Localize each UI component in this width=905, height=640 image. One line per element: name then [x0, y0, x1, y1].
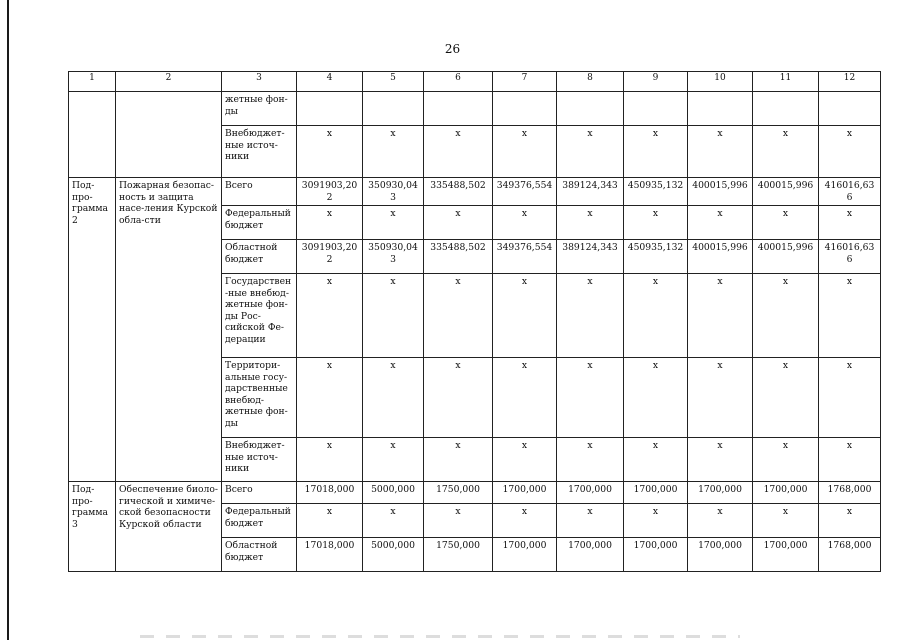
amount-cell: 1700,000 [688, 482, 753, 504]
column-number: 3 [222, 72, 297, 92]
amount-cell [493, 92, 557, 126]
amount-cell: 1700,000 [624, 482, 688, 504]
amount-cell: 389124,343 [557, 240, 624, 274]
amount-cell: 335488,502 [424, 240, 493, 274]
amount-cell: x [297, 358, 363, 438]
funding-source-label: Всего [222, 482, 297, 504]
scan-left-border [7, 0, 9, 640]
amount-cell: 1700,000 [557, 538, 624, 572]
amount-cell [753, 92, 819, 126]
amount-cell: x [493, 504, 557, 538]
subprogram-2-group [69, 178, 881, 482]
amount-cell: 3091903,202 [297, 240, 363, 274]
amount-cell: x [363, 126, 424, 178]
amount-cell: 1768,000 [819, 538, 881, 572]
column-number: 8 [557, 72, 624, 92]
amount-cell: x [688, 126, 753, 178]
funding-source-label: Территори-альные госу-дарственные внебюд-жетные фон-ды [222, 358, 297, 438]
subprogram-number-cell: Под-про-грамма 3 [69, 482, 116, 572]
subprogram-name-cell: Обеспечение биоло-гической и химиче-ской безопасности Курской области [116, 482, 222, 572]
amount-cell: x [688, 358, 753, 438]
amount-cell: 349376,554 [493, 178, 557, 206]
amount-cell: x [819, 358, 881, 438]
amount-cell: x [557, 438, 624, 482]
amount-cell: x [363, 274, 424, 358]
amount-cell: x [297, 274, 363, 358]
amount-cell: x [819, 206, 881, 240]
column-number: 9 [624, 72, 688, 92]
amount-cell: 1700,000 [753, 482, 819, 504]
amount-cell: x [557, 126, 624, 178]
subprogram-number-cell: Под-про-грамма 2 [69, 178, 116, 482]
amount-cell: x [493, 358, 557, 438]
amount-cell: x [819, 504, 881, 538]
amount-cell: x [688, 504, 753, 538]
table-row [69, 178, 881, 206]
table-row [69, 482, 881, 504]
amount-cell: 400015,996 [688, 240, 753, 274]
subprogram-number-cell [69, 92, 116, 178]
amount-cell: 5000,000 [363, 482, 424, 504]
funding-source-label: Федеральный бюджет [222, 504, 297, 538]
amount-cell: 450935,132 [624, 240, 688, 274]
amount-cell: x [363, 358, 424, 438]
amount-cell: x [753, 126, 819, 178]
amount-cell: x [363, 504, 424, 538]
funding-source-label: Всего [222, 178, 297, 206]
column-number: 4 [297, 72, 363, 92]
amount-cell: 416016,636 [819, 240, 881, 274]
amount-cell [819, 92, 881, 126]
amount-cell: x [424, 274, 493, 358]
funding-source-label: Федеральный бюджет [222, 206, 297, 240]
amount-cell: 400015,996 [688, 178, 753, 206]
amount-cell: x [424, 358, 493, 438]
amount-cell: 416016,636 [819, 178, 881, 206]
column-number: 12 [819, 72, 881, 92]
amount-cell: x [688, 438, 753, 482]
scan-footer-artifact [140, 635, 740, 638]
amount-cell: x [819, 438, 881, 482]
amount-cell: x [557, 206, 624, 240]
amount-cell: 5000,000 [363, 538, 424, 572]
column-number: 1 [69, 72, 116, 92]
amount-cell: 1700,000 [688, 538, 753, 572]
amount-cell [688, 92, 753, 126]
amount-cell: x [363, 438, 424, 482]
amount-cell [424, 92, 493, 126]
amount-cell: 17018,000 [297, 538, 363, 572]
amount-cell: x [557, 358, 624, 438]
amount-cell: x [363, 206, 424, 240]
amount-cell: 349376,554 [493, 240, 557, 274]
amount-cell: x [557, 504, 624, 538]
amount-cell: 400015,996 [753, 240, 819, 274]
amount-cell: 1700,000 [493, 482, 557, 504]
amount-cell: 1700,000 [624, 538, 688, 572]
amount-cell: 350930,043 [363, 178, 424, 206]
amount-cell: 1768,000 [819, 482, 881, 504]
amount-cell [297, 92, 363, 126]
amount-cell [624, 92, 688, 126]
amount-cell: x [493, 274, 557, 358]
amount-cell: x [297, 126, 363, 178]
amount-cell [363, 92, 424, 126]
amount-cell: x [297, 438, 363, 482]
amount-cell [557, 92, 624, 126]
amount-cell: x [753, 274, 819, 358]
subprogram-name-cell: Пожарная безопас-ность и защита насе-ления Курской обла-сти [116, 178, 222, 482]
amount-cell: 17018,000 [297, 482, 363, 504]
amount-cell: x [424, 504, 493, 538]
continued-subprogram-group [69, 92, 881, 178]
amount-cell: x [493, 438, 557, 482]
column-number: 5 [363, 72, 424, 92]
amount-cell: x [753, 438, 819, 482]
amount-cell: x [493, 126, 557, 178]
amount-cell: x [424, 126, 493, 178]
amount-cell: x [424, 438, 493, 482]
funding-source-label: Внебюджет-ные источ-ники [222, 438, 297, 482]
amount-cell: 450935,132 [624, 178, 688, 206]
funding-source-label: Государствен-ные внебюд-жетные фон-ды Рос-сийской Фе-дерации [222, 274, 297, 358]
amount-cell: 1700,000 [753, 538, 819, 572]
amount-cell: x [624, 504, 688, 538]
amount-cell: 3091903,202 [297, 178, 363, 206]
amount-cell: x [557, 274, 624, 358]
amount-cell: x [688, 274, 753, 358]
subprogram-name-cell [116, 92, 222, 178]
column-number: 6 [424, 72, 493, 92]
amount-cell: x [424, 206, 493, 240]
amount-cell: x [624, 274, 688, 358]
amount-cell: x [753, 504, 819, 538]
funding-source-label: Областной бюджет [222, 240, 297, 274]
amount-cell: 1750,000 [424, 482, 493, 504]
amount-cell: x [688, 206, 753, 240]
amount-cell: x [753, 358, 819, 438]
funding-source-label: Областной бюджет [222, 538, 297, 572]
column-number-row [69, 72, 881, 92]
amount-cell: x [819, 126, 881, 178]
amount-cell: 400015,996 [753, 178, 819, 206]
amount-cell: 1700,000 [493, 538, 557, 572]
column-number: 7 [493, 72, 557, 92]
amount-cell: 335488,502 [424, 178, 493, 206]
funding-source-label: Внебюджет-ные источ-ники [222, 126, 297, 178]
column-number: 10 [688, 72, 753, 92]
table-row [69, 92, 881, 126]
column-number: 2 [116, 72, 222, 92]
column-number: 11 [753, 72, 819, 92]
amount-cell: x [624, 358, 688, 438]
funding-source-label: жетные фон-ды [222, 92, 297, 126]
amount-cell: x [297, 504, 363, 538]
amount-cell: 1700,000 [557, 482, 624, 504]
amount-cell: 1750,000 [424, 538, 493, 572]
amount-cell: x [624, 126, 688, 178]
amount-cell: x [819, 274, 881, 358]
amount-cell: x [297, 206, 363, 240]
amount-cell: 350930,043 [363, 240, 424, 274]
financing-table [68, 71, 881, 572]
amount-cell: x [753, 206, 819, 240]
amount-cell: x [493, 206, 557, 240]
amount-cell: x [624, 206, 688, 240]
amount-cell: 389124,343 [557, 178, 624, 206]
subprogram-3-group [69, 482, 881, 572]
page-number: 26 [444, 42, 461, 56]
amount-cell: x [624, 438, 688, 482]
